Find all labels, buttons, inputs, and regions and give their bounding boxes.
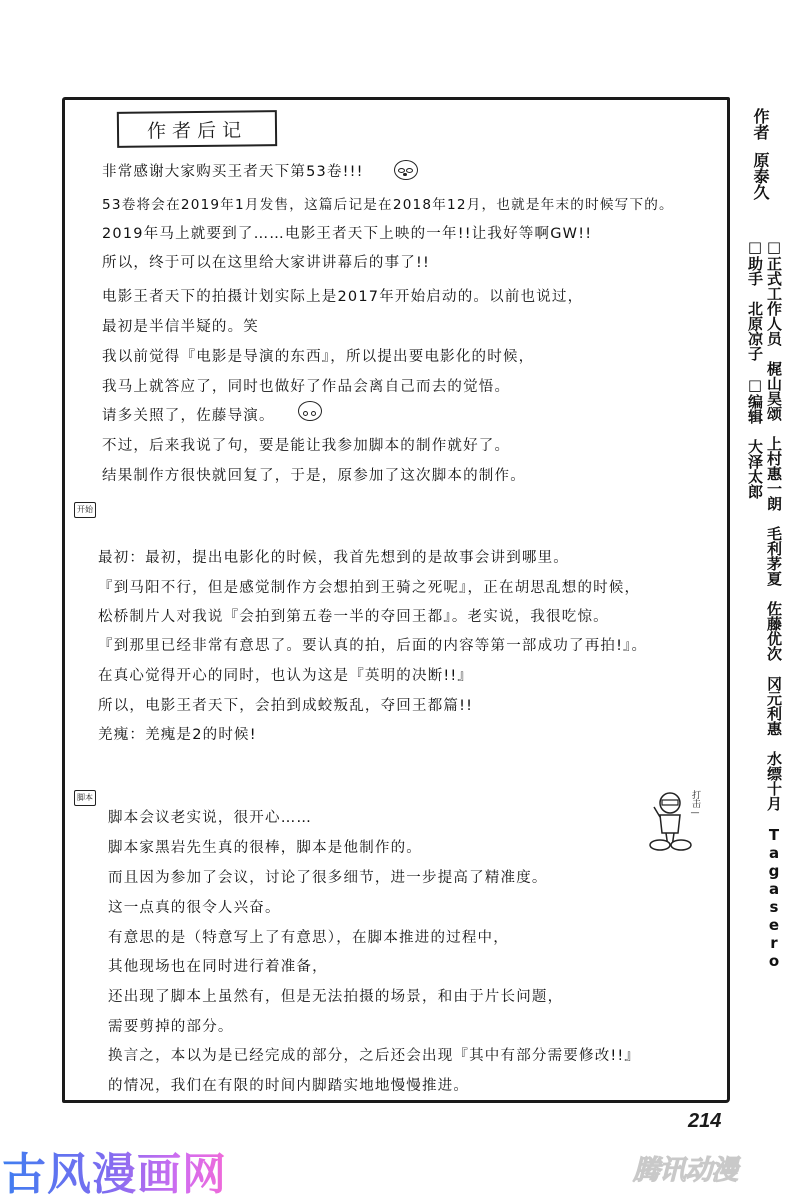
- bird-face-icon: [298, 401, 322, 421]
- section-tag-script: 脚本: [74, 790, 96, 806]
- text-line: 结果制作方很快就回复了，于是，原参加了这次脚本的制作。: [102, 468, 526, 484]
- credits-staff: □正式工作人员 梶山昊颂 上村惠一朗 毛利茅夏 佐藤优次 冈元利惠 水缥十月 Tagasero: [765, 238, 783, 970]
- text-line: 『到那里已经非常有意思了。要认真的拍，后面的内容等第一部成功了再拍!』。: [98, 638, 648, 654]
- sweat-face-icon: [394, 160, 418, 180]
- text-line: 脚本家黑岩先生真的很棒，脚本是他制作的。: [108, 840, 422, 856]
- text-line: 有意思的是（特意写上了有意思），在脚本推进的过程中，: [108, 930, 509, 946]
- text-line: 在真心觉得开心的同时，也认为这是『英明的决断!!』: [98, 668, 474, 684]
- credits-assistants: □助手 北原凉子 □编辑 大泽太郎: [746, 238, 764, 499]
- text-line: 2019年马上就要到了……电影王者天下上映的一年!!让我好等啊GW!!: [102, 226, 593, 242]
- text-line: 我马上就答应了，同时也做好了作品会离自己而去的觉悟。: [102, 379, 511, 395]
- text-line: 我以前觉得『电影是导演的东西』，所以提出要电影化的时候，: [102, 349, 535, 365]
- text-line: 而且因为参加了会议，讨论了很多细节，进一步提高了精准度。: [108, 870, 548, 886]
- text-line: 最初是半信半疑的。笑: [102, 319, 259, 335]
- text-line: 电影王者天下的拍摄计划实际上是2017年开始启动的。以前也说过，: [102, 289, 584, 305]
- afterword-title: [117, 110, 277, 148]
- page-number: 214: [688, 1110, 722, 1132]
- content-frame: [62, 97, 730, 1103]
- text-line: 53卷将会在2019年1月发售，这篇后记是在2018年12月，也就是年末的时候写下的。: [102, 197, 674, 213]
- text-line: 所以，电影王者天下，会拍到成蛟叛乱，夺回王都篇!!: [98, 698, 474, 714]
- text-line: 所以，终于可以在这里给大家讲讲幕后的事了!!: [102, 255, 431, 271]
- text-line: 『到马阳不行，但是感觉制作方会想拍到王骑之死呢』，正在胡思乱想的时候，: [98, 580, 641, 596]
- text-line: 最初：最初，提出电影化的时候，我首先想到的是故事会讲到哪里。: [98, 550, 569, 566]
- text-line: 这一点真的很令人兴奋。: [108, 900, 281, 916]
- text-line: 请多关照了，佐藤导演。: [102, 408, 275, 424]
- text-line: 其他现场也在同时进行着准备，: [108, 959, 328, 975]
- credits-author: [751, 108, 769, 200]
- sfx-text: 打击—: [690, 790, 700, 818]
- text-line: 脚本会议老实说，很开心……: [108, 810, 313, 826]
- text-line: 非常感谢大家购买王者天下第53卷!!!: [102, 164, 364, 180]
- text-line: 松桥制片人对我说『会拍到第五卷一半的夺回王都』。老实说，我很吃惊。: [98, 609, 609, 625]
- section-tag-start: 开始: [74, 502, 96, 518]
- author-name: 原泰久: [751, 152, 770, 200]
- text-line: 不过，后来我说了句，要是能让我参加脚本的制作就好了。: [102, 438, 511, 454]
- text-line: 换言之，本以为是已经完成的部分，之后还会出现『其中有部分需要修改!!』: [108, 1048, 641, 1064]
- text-line: 羌瘣：羌瘣是2的时候!: [98, 727, 257, 743]
- text-line: 的情况，我们在有限的时间内脚踏实地地慢慢推进。: [108, 1078, 470, 1094]
- afterword-title-text: 作者后记: [146, 118, 248, 143]
- watermark-left: 古风漫画网: [2, 1138, 227, 1202]
- watermark-right: 腾讯动漫: [633, 1155, 737, 1186]
- ninja-doodle-icon: [648, 785, 718, 865]
- author-label: 作者: [751, 108, 770, 140]
- text-line: 需要剪掉的部分。: [108, 1019, 234, 1035]
- text-line: 还出现了脚本上虽然有，但是无法拍摄的场景，和由于片长问题，: [108, 989, 564, 1005]
